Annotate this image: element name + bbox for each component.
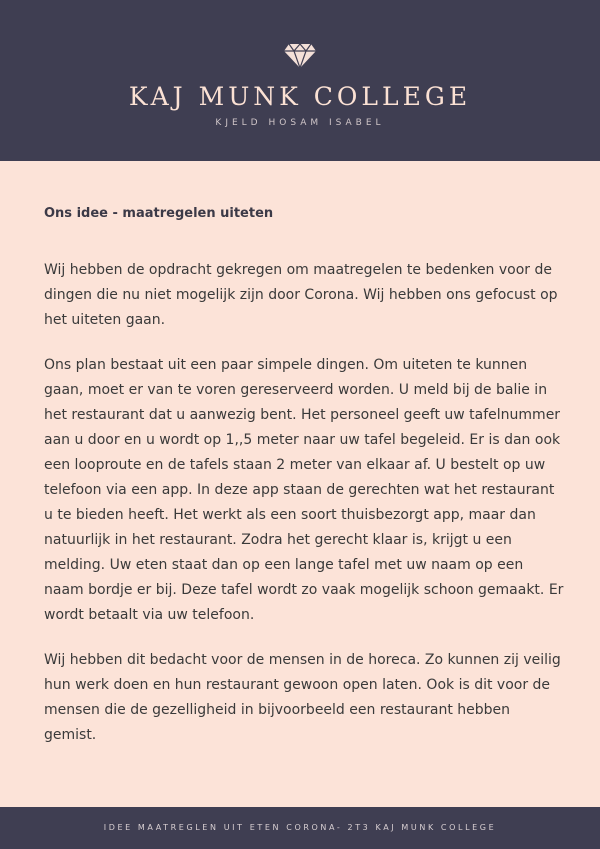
page-footer — [0, 807, 600, 849]
diamond-icon — [283, 43, 317, 69]
paragraph-conclusion: Wij hebben dit bedacht voor de mensen in de horeca. Zo kunnen zij veilig hun werk doen en hun restaurant gewoon open laten. Ook is dit voor de mensen die de gezelligheid in bijvoorbeeld een restaurant hebben gemist. — [44, 652, 561, 743]
page-header — [0, 0, 600, 161]
main-content — [44, 206, 564, 768]
paragraph-intro: Wij hebben de opdracht gekregen om maatregelen te bedenken voor de dingen die nu niet mogelijk zijn door Corona. Wij hebben ons gefocust op het uiteten gaan. — [44, 262, 558, 328]
authors-subtitle: KJELD HOSAM ISABEL — [215, 118, 385, 128]
paragraph-plan: Ons plan bestaat uit een paar simpele dingen. Om uiteten te kunnen gaan, moet er van te voren gereserveerd worden. U meld bij de balie in het restaurant dat u aanwezig bent. Het personeel geeft uw tafelnummer aan u door en u wordt op 1,,5 meter naar uw tafel begeleid. Er is dan ook een looproute en de tafels staan 2 meter van elkaar af. U bestelt op uw telefoon via een app. In deze app staan de gerechten wat het restaurant u te bieden heeft. Het werkt als een soort thuisbezorgt app, maar dan natuurlijk in het restaurant. Zodra het gerecht klaar is, krijgt u een melding. Uw eten staat dan op een lange tafel met uw naam op een naam bordje er bij. Deze tafel wordt zo vaak mogelijk schoon gemaakt. Er wordt betaalt via uw telefoon. — [44, 357, 564, 623]
footer-text: IDEE MAATREGLEN UIT ETEN CORONA- 2T3 KAJ MUNK COLLEGE — [103, 823, 497, 832]
section-heading: Ons idee - maatregelen uiteten — [44, 206, 274, 221]
page-title: KAJ MUNK COLLEGE — [128, 82, 472, 111]
